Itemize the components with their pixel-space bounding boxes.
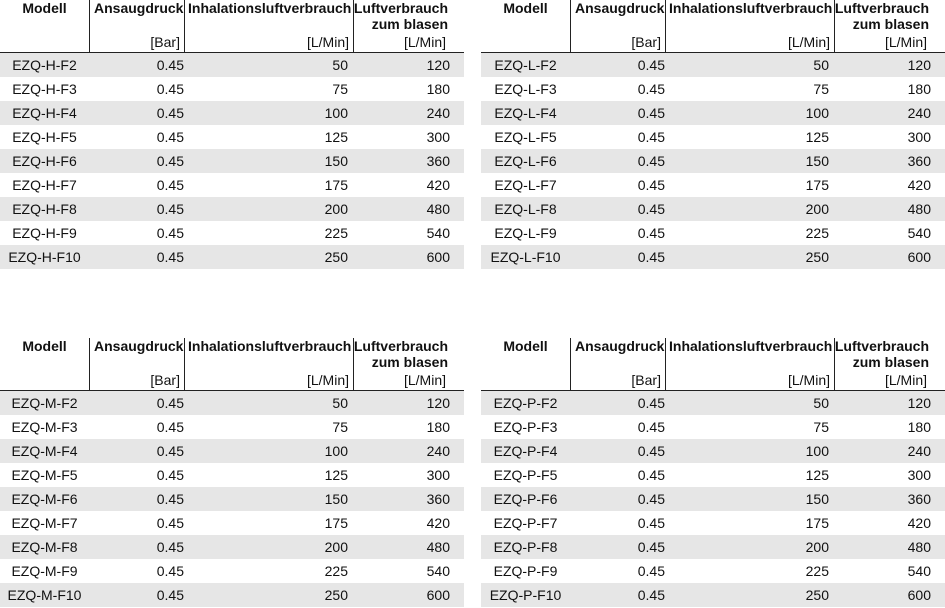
cell-modell: EZQ-L-F7 — [494, 177, 557, 193]
header-cell-ansaugdruck — [570, 0, 665, 52]
cell-ansaugdruck: 0.45 — [637, 177, 665, 193]
cell-modell: EZQ-M-F5 — [11, 467, 78, 483]
table-header — [0, 338, 464, 391]
table-row — [0, 463, 464, 487]
cell-modell: EZQ-L-F10 — [490, 249, 561, 265]
cell-inhalation: 75 — [332, 419, 348, 435]
header-cell-inhalation — [184, 338, 353, 390]
table-row — [481, 197, 945, 221]
cell-ansaugdruck: 0.45 — [637, 129, 665, 145]
cell-modell: EZQ-L-F3 — [494, 81, 557, 97]
cell-inhalation: 150 — [805, 491, 829, 507]
header-cell-modell — [481, 338, 570, 390]
cell-modell: EZQ-M-F8 — [11, 539, 78, 555]
cell-blasen: 420 — [907, 177, 931, 193]
unit-bar: [Bar] — [631, 34, 661, 50]
table-row — [481, 173, 945, 197]
header-inhalation: Inhalationsluftverbrauch — [669, 0, 833, 16]
table-row — [481, 221, 945, 245]
cell-inhalation: 150 — [805, 153, 829, 169]
table-row — [0, 101, 464, 125]
header-blasen: Luftverbrauch zum blasen — [834, 0, 929, 32]
cell-blasen: 120 — [426, 395, 450, 411]
table-row — [481, 101, 945, 125]
cell-inhalation: 50 — [332, 395, 348, 411]
cell-ansaugdruck: 0.45 — [156, 563, 184, 579]
cell-blasen: 480 — [426, 201, 450, 217]
cell-blasen: 600 — [907, 587, 931, 603]
cell-ansaugdruck: 0.45 — [637, 81, 665, 97]
cell-inhalation: 225 — [805, 225, 829, 241]
cell-inhalation: 250 — [805, 587, 829, 603]
cell-ansaugdruck: 0.45 — [637, 491, 665, 507]
cell-modell: EZQ-P-F8 — [493, 539, 558, 555]
cell-inhalation: 200 — [324, 201, 348, 217]
table-row — [0, 245, 464, 269]
unit-lmin-inhalation: [L/Min] — [787, 34, 830, 50]
header-modell: Modell — [22, 338, 67, 354]
cell-ansaugdruck: 0.45 — [156, 419, 184, 435]
header-ansaugdruck: Ansaugdruck — [575, 338, 665, 354]
table-row — [0, 77, 464, 101]
cell-blasen: 180 — [907, 419, 931, 435]
cell-ansaugdruck: 0.45 — [637, 395, 665, 411]
table-row — [481, 125, 945, 149]
cell-inhalation: 175 — [324, 515, 348, 531]
header-blasen: Luftverbrauch zum blasen — [353, 338, 448, 370]
table-row — [481, 511, 945, 535]
cell-ansaugdruck: 0.45 — [637, 201, 665, 217]
table-row — [481, 463, 945, 487]
cell-blasen: 480 — [907, 201, 931, 217]
cell-blasen: 240 — [907, 443, 931, 459]
cell-blasen: 120 — [907, 57, 931, 73]
unit-lmin-blasen: [L/Min] — [884, 372, 927, 388]
cell-inhalation: 125 — [324, 129, 348, 145]
cell-ansaugdruck: 0.45 — [156, 467, 184, 483]
cell-blasen: 480 — [426, 539, 450, 555]
table-row — [0, 583, 464, 607]
cell-blasen: 600 — [426, 249, 450, 265]
table-row — [481, 415, 945, 439]
cell-inhalation: 100 — [324, 105, 348, 121]
cell-blasen: 360 — [907, 153, 931, 169]
table-header — [0, 0, 464, 53]
cell-modell: EZQ-L-F2 — [494, 57, 557, 73]
cell-modell: EZQ-P-F9 — [493, 563, 558, 579]
cell-inhalation: 75 — [332, 81, 348, 97]
table-row — [481, 583, 945, 607]
cell-blasen: 300 — [426, 467, 450, 483]
cell-blasen: 600 — [907, 249, 931, 265]
table-row — [0, 511, 464, 535]
spec-table — [0, 0, 464, 269]
cell-modell: EZQ-H-F10 — [8, 249, 81, 265]
cell-blasen: 600 — [426, 587, 450, 603]
cell-modell: EZQ-H-F4 — [12, 105, 77, 121]
unit-lmin-inhalation: [L/Min] — [306, 34, 349, 50]
cell-ansaugdruck: 0.45 — [156, 153, 184, 169]
cell-modell: EZQ-H-F7 — [12, 177, 77, 193]
table-row — [0, 487, 464, 511]
cell-inhalation: 125 — [805, 129, 829, 145]
cell-blasen: 240 — [426, 105, 450, 121]
cell-blasen: 360 — [426, 491, 450, 507]
cell-modell: EZQ-L-F5 — [494, 129, 557, 145]
cell-modell: EZQ-H-F2 — [12, 57, 77, 73]
table-row — [481, 535, 945, 559]
cell-modell: EZQ-M-F10 — [7, 587, 82, 603]
unit-bar: [Bar] — [150, 34, 180, 50]
table-row — [481, 77, 945, 101]
cell-inhalation: 250 — [324, 587, 348, 603]
spec-table — [0, 338, 464, 607]
header-ansaugdruck: Ansaugdruck — [94, 338, 184, 354]
cell-inhalation: 100 — [805, 105, 829, 121]
cell-inhalation: 225 — [805, 563, 829, 579]
cell-modell: EZQ-P-F5 — [493, 467, 558, 483]
header-cell-ansaugdruck — [570, 338, 665, 390]
cell-ansaugdruck: 0.45 — [156, 57, 184, 73]
cell-inhalation: 225 — [324, 563, 348, 579]
cell-ansaugdruck: 0.45 — [156, 201, 184, 217]
cell-blasen: 180 — [426, 81, 450, 97]
cell-inhalation: 200 — [805, 201, 829, 217]
header-cell-inhalation — [665, 338, 834, 390]
table-row — [0, 149, 464, 173]
cell-blasen: 180 — [426, 419, 450, 435]
cell-blasen: 540 — [426, 563, 450, 579]
spec-table — [481, 0, 945, 269]
cell-ansaugdruck: 0.45 — [637, 563, 665, 579]
cell-blasen: 420 — [907, 515, 931, 531]
cell-ansaugdruck: 0.45 — [637, 539, 665, 555]
table-row — [481, 149, 945, 173]
cell-inhalation: 150 — [324, 491, 348, 507]
cell-blasen: 480 — [907, 539, 931, 555]
header-cell-blasen — [353, 338, 450, 390]
cell-inhalation: 125 — [324, 467, 348, 483]
unit-lmin-blasen: [L/Min] — [403, 34, 446, 50]
header-cell-blasen — [353, 0, 450, 52]
cell-blasen: 120 — [426, 57, 450, 73]
cell-ansaugdruck: 0.45 — [637, 467, 665, 483]
cell-inhalation: 50 — [332, 57, 348, 73]
unit-lmin-blasen: [L/Min] — [403, 372, 446, 388]
cell-modell: EZQ-M-F4 — [11, 443, 78, 459]
cell-blasen: 540 — [907, 563, 931, 579]
header-inhalation: Inhalationsluftverbrauch — [188, 0, 352, 16]
header-cell-inhalation — [184, 0, 353, 52]
cell-blasen: 360 — [426, 153, 450, 169]
cell-ansaugdruck: 0.45 — [156, 249, 184, 265]
cell-inhalation: 175 — [324, 177, 348, 193]
table-header — [481, 338, 945, 391]
cell-blasen: 240 — [426, 443, 450, 459]
header-ansaugdruck: Ansaugdruck — [575, 0, 665, 16]
header-cell-blasen — [834, 0, 931, 52]
table-row — [481, 245, 945, 269]
cell-ansaugdruck: 0.45 — [637, 57, 665, 73]
cell-ansaugdruck: 0.45 — [156, 105, 184, 121]
header-cell-ansaugdruck — [89, 338, 184, 390]
unit-lmin-inhalation: [L/Min] — [787, 372, 830, 388]
cell-blasen: 420 — [426, 515, 450, 531]
cell-blasen: 300 — [907, 129, 931, 145]
cell-ansaugdruck: 0.45 — [637, 105, 665, 121]
header-cell-modell — [481, 0, 570, 52]
cell-modell: EZQ-L-F8 — [494, 201, 557, 217]
table-header — [481, 0, 945, 53]
cell-ansaugdruck: 0.45 — [156, 587, 184, 603]
cell-blasen: 420 — [426, 177, 450, 193]
cell-ansaugdruck: 0.45 — [637, 443, 665, 459]
cell-inhalation: 175 — [805, 515, 829, 531]
cell-blasen: 540 — [426, 225, 450, 241]
cell-ansaugdruck: 0.45 — [637, 419, 665, 435]
cell-ansaugdruck: 0.45 — [637, 249, 665, 265]
cell-modell: EZQ-P-F10 — [489, 587, 562, 603]
cell-ansaugdruck: 0.45 — [637, 153, 665, 169]
unit-bar: [Bar] — [150, 372, 180, 388]
cell-modell: EZQ-P-F3 — [493, 419, 558, 435]
cell-modell: EZQ-M-F7 — [11, 515, 78, 531]
cell-inhalation: 250 — [324, 249, 348, 265]
cell-inhalation: 150 — [324, 153, 348, 169]
header-ansaugdruck: Ansaugdruck — [94, 0, 184, 16]
cell-modell: EZQ-M-F9 — [11, 563, 78, 579]
cell-modell: EZQ-M-F2 — [11, 395, 78, 411]
cell-blasen: 120 — [907, 395, 931, 411]
table-row — [0, 439, 464, 463]
header-cell-ansaugdruck — [89, 0, 184, 52]
cell-modell: EZQ-P-F4 — [493, 443, 558, 459]
cell-ansaugdruck: 0.45 — [156, 443, 184, 459]
table-row — [481, 391, 945, 415]
cell-modell: EZQ-H-F5 — [12, 129, 77, 145]
table-row — [481, 559, 945, 583]
cell-blasen: 300 — [426, 129, 450, 145]
cell-modell: EZQ-L-F6 — [494, 153, 557, 169]
cell-modell: EZQ-P-F7 — [493, 515, 558, 531]
cell-inhalation: 50 — [813, 395, 829, 411]
cell-inhalation: 100 — [805, 443, 829, 459]
unit-bar: [Bar] — [631, 372, 661, 388]
cell-inhalation: 75 — [813, 419, 829, 435]
table-row — [0, 221, 464, 245]
cell-inhalation: 75 — [813, 81, 829, 97]
header-blasen: Luftverbrauch zum blasen — [834, 338, 929, 370]
cell-inhalation: 100 — [324, 443, 348, 459]
header-cell-inhalation — [665, 0, 834, 52]
cell-modell: EZQ-L-F9 — [494, 225, 557, 241]
header-blasen: Luftverbrauch zum blasen — [353, 0, 448, 32]
cell-inhalation: 50 — [813, 57, 829, 73]
cell-modell: EZQ-M-F6 — [11, 491, 78, 507]
cell-ansaugdruck: 0.45 — [156, 129, 184, 145]
cell-inhalation: 200 — [324, 539, 348, 555]
spec-table — [481, 338, 945, 607]
cell-modell: EZQ-M-F3 — [11, 419, 78, 435]
table-row — [0, 535, 464, 559]
header-cell-blasen — [834, 338, 931, 390]
cell-modell: EZQ-H-F9 — [12, 225, 77, 241]
table-row — [481, 487, 945, 511]
cell-ansaugdruck: 0.45 — [156, 491, 184, 507]
header-modell: Modell — [503, 0, 548, 16]
cell-ansaugdruck: 0.45 — [637, 587, 665, 603]
cell-blasen: 180 — [907, 81, 931, 97]
cell-modell: EZQ-P-F6 — [493, 491, 558, 507]
header-modell: Modell — [22, 0, 67, 16]
cell-ansaugdruck: 0.45 — [156, 515, 184, 531]
table-row — [0, 173, 464, 197]
header-cell-modell — [0, 338, 89, 390]
cell-blasen: 300 — [907, 467, 931, 483]
cell-modell: EZQ-L-F4 — [494, 105, 557, 121]
table-row — [481, 53, 945, 77]
cell-ansaugdruck: 0.45 — [156, 539, 184, 555]
cell-modell: EZQ-H-F6 — [12, 153, 77, 169]
cell-ansaugdruck: 0.45 — [637, 225, 665, 241]
table-row — [0, 559, 464, 583]
header-inhalation: Inhalationsluftverbrauch — [669, 338, 833, 354]
table-row — [0, 391, 464, 415]
cell-inhalation: 125 — [805, 467, 829, 483]
table-row — [0, 53, 464, 77]
cell-inhalation: 200 — [805, 539, 829, 555]
cell-blasen: 360 — [907, 491, 931, 507]
table-row — [481, 439, 945, 463]
unit-lmin-inhalation: [L/Min] — [306, 372, 349, 388]
cell-ansaugdruck: 0.45 — [637, 515, 665, 531]
cell-ansaugdruck: 0.45 — [156, 177, 184, 193]
header-cell-modell — [0, 0, 89, 52]
table-row — [0, 125, 464, 149]
cell-ansaugdruck: 0.45 — [156, 395, 184, 411]
cell-modell: EZQ-H-F3 — [12, 81, 77, 97]
cell-modell: EZQ-P-F2 — [493, 395, 558, 411]
cell-inhalation: 250 — [805, 249, 829, 265]
cell-modell: EZQ-H-F8 — [12, 201, 77, 217]
cell-ansaugdruck: 0.45 — [156, 81, 184, 97]
cell-ansaugdruck: 0.45 — [156, 225, 184, 241]
header-inhalation: Inhalationsluftverbrauch — [188, 338, 352, 354]
header-modell: Modell — [503, 338, 548, 354]
cell-blasen: 540 — [907, 225, 931, 241]
cell-inhalation: 225 — [324, 225, 348, 241]
cell-blasen: 240 — [907, 105, 931, 121]
table-row — [0, 197, 464, 221]
unit-lmin-blasen: [L/Min] — [884, 34, 927, 50]
cell-inhalation: 175 — [805, 177, 829, 193]
table-row — [0, 415, 464, 439]
